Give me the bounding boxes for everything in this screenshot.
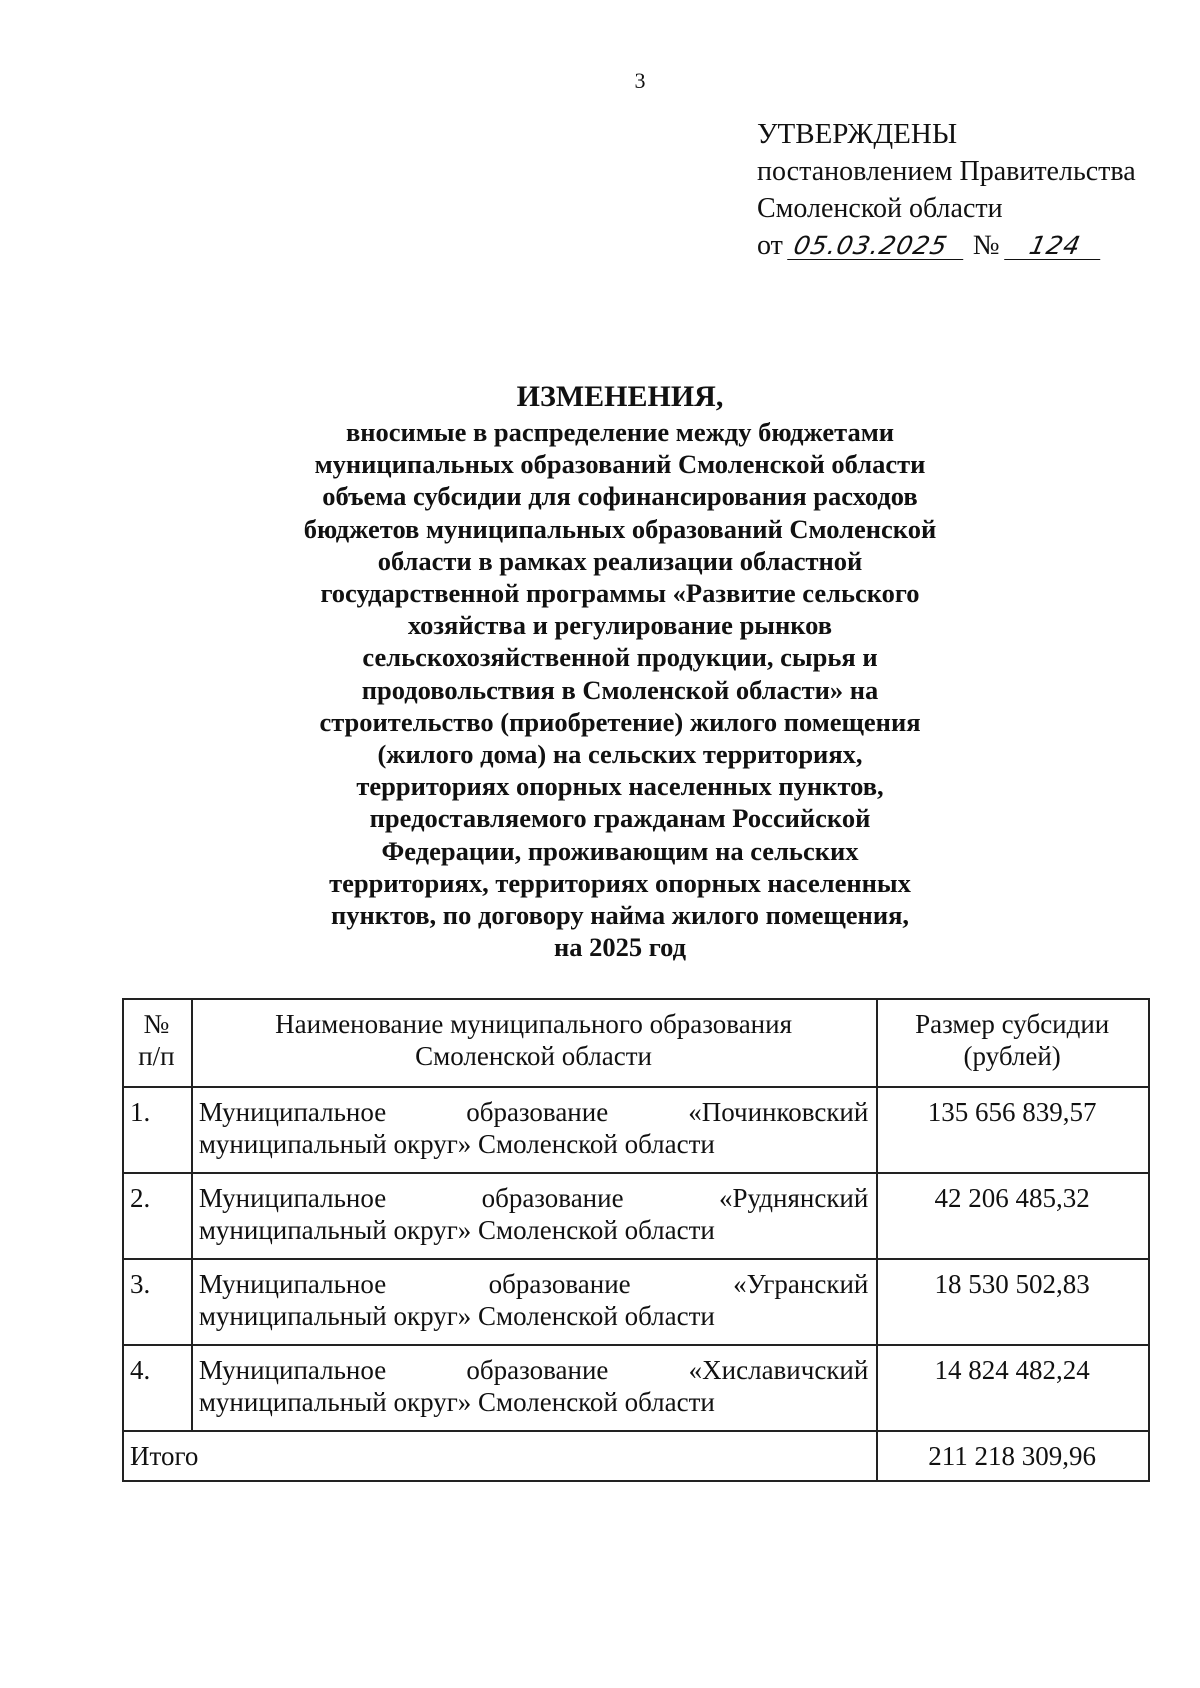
approval-line-2: Смоленской области xyxy=(757,193,1003,224)
document-title xyxy=(250,378,990,963)
title-line: предоставляемого гражданам Российской xyxy=(369,803,871,834)
header-name xyxy=(192,999,878,1087)
title-line: продовольствия в Смоленской области» на xyxy=(361,674,879,705)
title-line: строительство (приобретение) жилого помещения xyxy=(319,706,921,737)
title-line: Федерации, проживающим на сельских xyxy=(381,835,859,866)
row-name xyxy=(192,1345,878,1431)
header-name-line-2: Смоленской области xyxy=(415,1041,652,1071)
handwritten-number: 124 xyxy=(1004,233,1106,260)
row-name xyxy=(192,1259,878,1345)
title-line: хозяйства и регулирование рынков xyxy=(407,610,833,641)
row-amount: 135 656 839,57 xyxy=(877,1087,1149,1173)
total-amount: 211 218 309,96 xyxy=(877,1431,1149,1481)
handwritten-date: 05.03.2025 xyxy=(787,233,969,260)
row-name-line-1: Муниципальное образование «Угранский xyxy=(198,1269,869,1299)
row-name-line-2: муниципальный округ» Смоленской области xyxy=(198,1301,715,1331)
date-prefix: от xyxy=(757,230,783,261)
total-label: Итого xyxy=(123,1431,877,1481)
approval-heading: УТВЕРЖДЕНЫ xyxy=(757,118,958,150)
title-line: вносимые в распределение между бюджетами xyxy=(345,417,895,447)
table-header-row xyxy=(123,999,1149,1087)
row-name-line-2: муниципальный округ» Смоленской области xyxy=(198,1215,715,1245)
row-name-line-2: муниципальный округ» Смоленской области xyxy=(198,1387,715,1417)
header-num-line-1: № xyxy=(143,1009,170,1039)
approval-block xyxy=(757,116,1136,264)
row-name xyxy=(192,1173,878,1259)
row-num: 3. xyxy=(123,1259,192,1345)
approval-line-1: постановлением Правительства xyxy=(757,156,1136,187)
title-line: пунктов, по договору найма жилого помещения, xyxy=(330,900,910,931)
title-line: области в рамках реализации областной xyxy=(377,545,863,576)
row-num: 2. xyxy=(123,1173,192,1259)
row-name-line-1: Муниципальное образование «Хиславичский xyxy=(198,1355,869,1385)
title-line: сельскохозяйственной продукции, сырья и xyxy=(362,642,878,673)
row-name-line-1: Муниципальное образование «Руднянский xyxy=(198,1183,869,1213)
row-num: 1. xyxy=(123,1087,192,1173)
table-row xyxy=(123,1345,1149,1431)
table-row xyxy=(123,1259,1149,1345)
header-amount-line-1: Размер субсидии xyxy=(915,1009,1110,1039)
title-line: территориях опорных населенных пунктов, xyxy=(356,771,884,802)
title-line: территориях, территориях опорных населенных xyxy=(329,867,911,898)
header-amount xyxy=(877,999,1149,1087)
header-amount-line-2: (рублей) xyxy=(963,1041,1061,1071)
title-line: государственной программы «Развитие сельского xyxy=(320,578,920,609)
subsidy-table xyxy=(122,998,1150,1482)
number-prefix: № xyxy=(972,230,1000,261)
title-line: на 2025 год xyxy=(553,932,687,963)
total-row xyxy=(123,1431,1149,1481)
row-amount: 42 206 485,32 xyxy=(877,1173,1149,1259)
table-row xyxy=(123,1173,1149,1259)
row-amount: 18 530 502,83 xyxy=(877,1259,1149,1345)
header-num xyxy=(123,999,192,1087)
title-line: бюджетов муниципальных образований Смоленской xyxy=(303,513,937,544)
row-name xyxy=(192,1087,878,1173)
title-line: (жилого дома) на сельских территориях, xyxy=(377,739,863,770)
table-row xyxy=(123,1087,1149,1173)
header-num-line-2: п/п xyxy=(138,1041,175,1071)
page-number: 3 xyxy=(634,68,646,93)
header-name-line-1: Наименование муниципального образования xyxy=(275,1009,792,1039)
row-amount: 14 824 482,24 xyxy=(877,1345,1149,1431)
row-name-line-1: Муниципальное образование «Починковский xyxy=(198,1097,869,1127)
title-line: объема субсидии для софинансирования расходов xyxy=(322,481,918,512)
row-num: 4. xyxy=(123,1345,192,1431)
title-heading: ИЗМЕНЕНИЯ, xyxy=(516,380,724,413)
approval-date-line xyxy=(757,227,1136,264)
title-line: муниципальных образований Смоленской области xyxy=(314,449,926,480)
row-name-line-2: муниципальный округ» Смоленской области xyxy=(198,1129,715,1159)
